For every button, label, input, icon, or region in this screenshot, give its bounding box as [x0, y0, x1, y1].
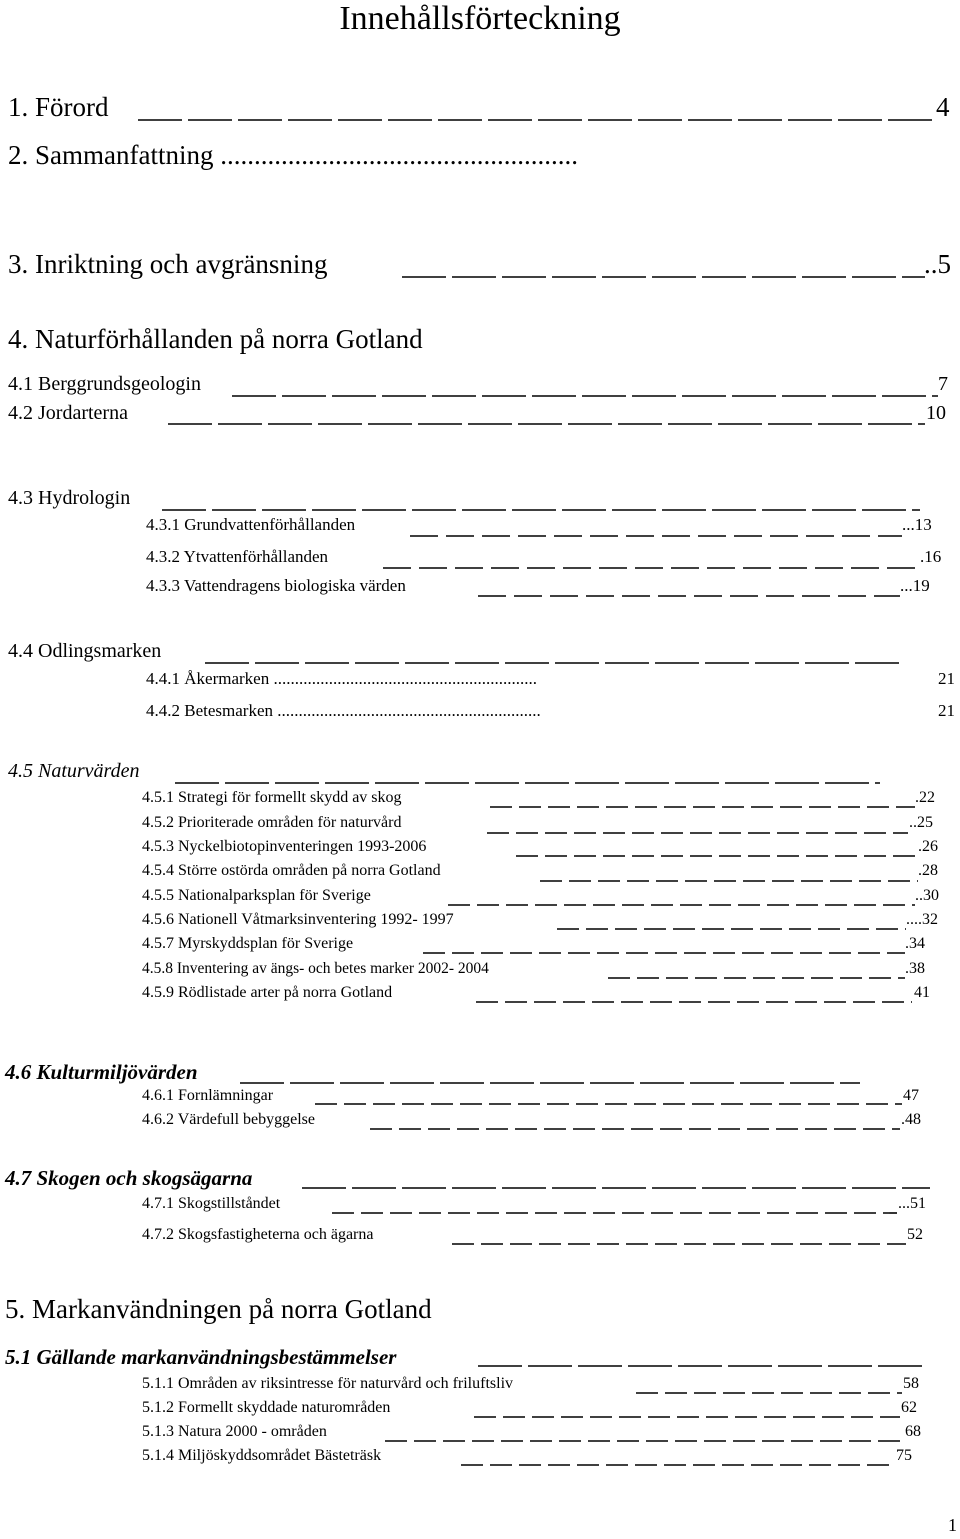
toc-entry-4-6-2[interactable]: 4.6.2 Värdefull bebyggelse: [142, 1111, 315, 1128]
toc-page-4-6-2: .48: [901, 1111, 921, 1128]
toc-page-1: 4: [936, 92, 950, 122]
toc-entry-4[interactable]: 4. Naturförhållanden på norra Gotland: [8, 324, 423, 354]
toc-entry-3[interactable]: 3. Inriktning och avgränsning: [8, 249, 328, 279]
page-number: 1: [948, 1515, 957, 1535]
toc-entry-4-3-2[interactable]: 4.3.2 Ytvattenförhållanden: [146, 547, 329, 566]
toc-page-4-5-7: .34: [905, 935, 925, 952]
toc-entry-4-3[interactable]: 4.3 Hydrologin: [8, 487, 131, 509]
toc-entry-4-5-9[interactable]: 4.5.9 Rödlistade arter på norra Gotland: [142, 984, 393, 1001]
toc-page-4-5-6: ....32: [906, 911, 938, 928]
toc-entry-4-1[interactable]: 4.1 Berggrundsgeologin: [8, 373, 201, 395]
toc-page-5-1-2: 62: [901, 1399, 917, 1416]
toc-page-4-5-9: 41: [914, 984, 930, 1001]
toc-entry-4-6-1[interactable]: 4.6.1 Fornlämningar: [142, 1087, 274, 1104]
toc-entry-4-5-1[interactable]: 4.5.1 Strategi för formellt skydd av skog: [142, 789, 402, 806]
toc-entry-4-4-2[interactable]: 4.4.2 Betesmarken ..............................................................: [146, 701, 541, 720]
toc-page-4-2: 10: [926, 402, 946, 424]
toc-entry-4-3-3[interactable]: 4.3.3 Vattendragens biologiska värden: [146, 576, 406, 595]
toc-page-4-3-1: ...13: [902, 515, 932, 534]
toc-entry-5-1-1[interactable]: 5.1.1 Områden av riksintresse för naturvård och friluftsliv: [142, 1375, 514, 1392]
page-title: Innehållsförteckning: [339, 0, 621, 37]
toc-entry-4-4[interactable]: 4.4 Odlingsmarken: [8, 640, 162, 662]
toc-entry-5-1-2[interactable]: 5.1.2 Formellt skyddade naturområden: [142, 1399, 391, 1416]
toc-entry-4-3-1[interactable]: 4.3.1 Grundvattenförhållanden: [146, 515, 356, 534]
toc-entry-4-7[interactable]: 4.7 Skogen och skogsägarna: [5, 1166, 253, 1190]
toc-page-4-4-2: 21: [938, 701, 955, 720]
toc-page-4-5-2: ..25: [909, 814, 933, 831]
toc-entry-4-5[interactable]: 4.5 Naturvärden: [8, 760, 140, 782]
toc-entry-4-5-7[interactable]: 4.5.7 Myrskyddsplan för Sverige: [142, 935, 354, 952]
toc-entry-5-1-4[interactable]: 5.1.4 Miljöskyddsområdet Bästeträsk: [142, 1447, 382, 1464]
toc-entry-4-2[interactable]: 4.2 Jordarterna: [8, 402, 128, 424]
toc-page-4-5-4: .28: [918, 862, 938, 879]
toc-page-5-1-1: 58: [903, 1375, 919, 1392]
toc-entry-4-7-1[interactable]: 4.7.1 Skogstillståndet: [142, 1195, 281, 1212]
toc-page-4-7-2: 52: [907, 1226, 923, 1243]
toc-entry-4-5-4[interactable]: 4.5.4 Större ostörda områden på norra Gotland: [142, 862, 441, 879]
toc-page-4-1: 7: [938, 373, 948, 395]
toc-entry-5-1[interactable]: 5.1 Gällande markanvändningsbestämmelser: [5, 1345, 397, 1369]
toc-page-4-3-3: ...19: [900, 576, 930, 595]
toc-entry-4-4-1[interactable]: 4.4.1 Åkermarken ..............................................................: [146, 669, 537, 688]
toc-entry-4-5-8[interactable]: 4.5.8 Inventering av ängs- och betes marker 2002- 2004: [142, 960, 489, 977]
toc-entry-1[interactable]: 1. Förord: [8, 92, 109, 122]
toc-entry-4-7-2[interactable]: 4.7.2 Skogsfastigheterna och ägarna: [142, 1226, 374, 1243]
toc-page-4-5-1: .22: [915, 789, 935, 806]
toc-entry-4-5-2[interactable]: 4.5.2 Prioriterade områden för naturvård: [142, 814, 402, 831]
toc-page-4-4-1: 21: [938, 669, 955, 688]
toc-page-3: ..5: [924, 249, 951, 279]
toc-entry-2[interactable]: 2. Sammanfattning .....................................................: [8, 140, 578, 170]
toc-entry-4-5-6[interactable]: 4.5.6 Nationell Våtmarksinventering 1992- 1997: [142, 911, 454, 928]
toc-entry-5-1-3[interactable]: 5.1.3 Natura 2000 - områden: [142, 1423, 327, 1440]
toc-page-5-1-3: 68: [905, 1423, 921, 1440]
toc-entry-4-5-3[interactable]: 4.5.3 Nyckelbiotopinventeringen 1993-2006: [142, 838, 427, 855]
toc-page-4-3-2: .16: [920, 547, 942, 566]
toc-entry-4-6[interactable]: 4.6 Kulturmiljövärden: [5, 1060, 198, 1084]
toc-entry-4-5-5[interactable]: 4.5.5 Nationalparksplan för Sverige: [142, 887, 371, 904]
toc-page-4-7-1: ...51: [898, 1195, 926, 1212]
toc-page-4-6-1: 47: [903, 1087, 919, 1104]
toc-page-5-1-4: 75: [896, 1447, 912, 1464]
toc-page-4-5-8: .38: [905, 960, 925, 977]
toc-page-4-5-3: .26: [918, 838, 938, 855]
toc-entry-5[interactable]: 5. Markanvändningen på norra Gotland: [5, 1294, 432, 1324]
toc-page-4-5-5: ..30: [915, 887, 939, 904]
